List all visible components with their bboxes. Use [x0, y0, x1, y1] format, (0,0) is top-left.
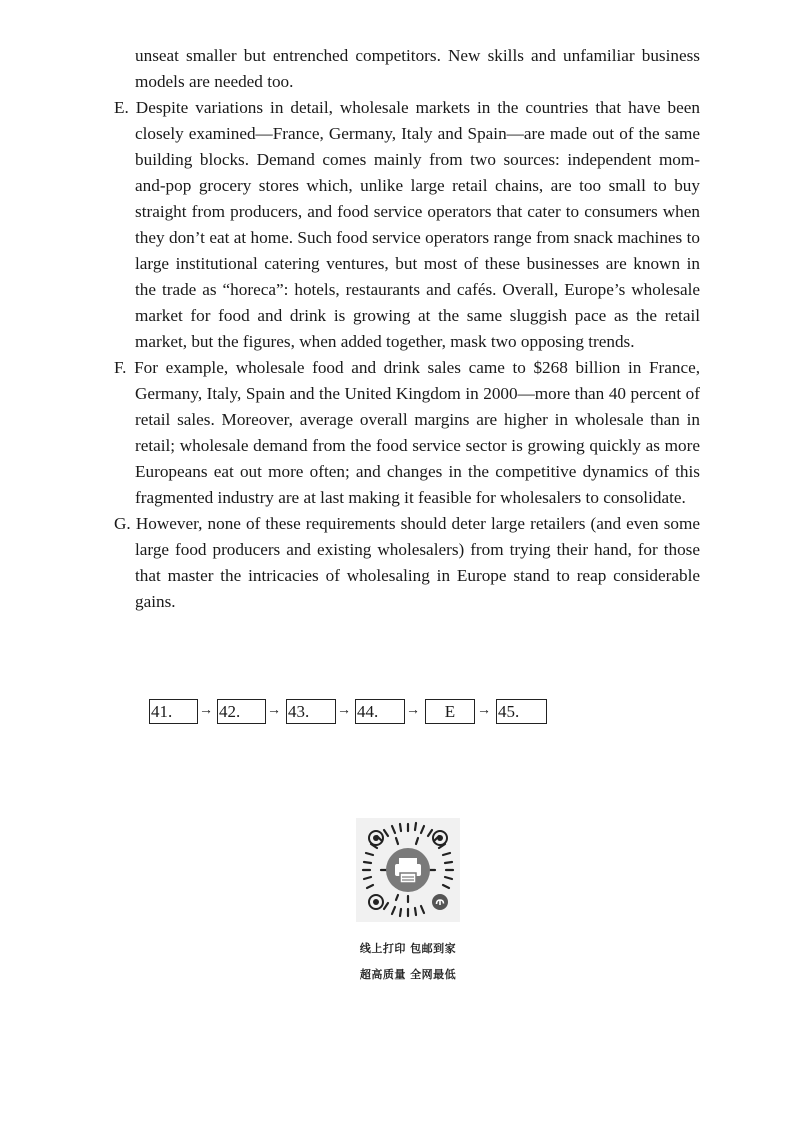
paragraph-letter: G.	[114, 514, 131, 533]
answer-box-given: E	[425, 699, 475, 724]
promo-line-2: 超高质量 全网最低	[359, 968, 457, 981]
paragraph-e	[114, 95, 700, 355]
mini-program-qr-code[interactable]	[356, 818, 460, 922]
arrow-icon: →	[406, 703, 420, 718]
answer-sequence	[149, 699, 569, 724]
answer-box-41[interactable]: 41.	[149, 699, 198, 724]
paragraph-letter: F.	[114, 358, 127, 377]
answer-box-45[interactable]: 45.	[496, 699, 547, 724]
paragraph-text: For example, wholesale food and drink sales came to $268 billion in France, Germany, Italy, Spain and the United Kingdom in 2000—more than 40 percent of retail sales. Moreover, average overall margins are higher in wholesale than in retail; wholesale demand from the food service sector is growing quickly as more Europeans eat out more often; and changes in the competitive dynamics of this fragmented industry are at last making it feasible for wholesalers to consolidate.	[134, 358, 701, 507]
arrow-icon: →	[477, 703, 491, 718]
paragraph-f	[114, 355, 700, 511]
arrow-icon: →	[199, 703, 213, 718]
answer-box-43[interactable]: 43.	[286, 699, 336, 724]
paragraph-g	[114, 511, 700, 615]
paragraph-text: However, none of these requirements should deter large retailers (and even some large food producers and existing wholesalers) from trying their hand, for those that master the intricacies of wholesaling in Europe stand to reap considerable gains.	[135, 514, 700, 611]
continuation-paragraph: unseat smaller but entrenched competitors. New skills and unfamiliar business models are needed too.	[135, 46, 700, 91]
answer-box-44[interactable]: 44.	[355, 699, 405, 724]
document-body	[114, 43, 700, 615]
paragraph-text: Despite variations in detail, wholesale markets in the countries that have been closely examined—France, Germany, Italy and Spain—are made out of the same building blocks. Demand comes mainly from two sources: independent mom-and-pop grocery stores which, unlike large retail chains, are too small to buy straight from producers, and food service operators that cater to consumers when they don’t eat at home. Such food service operators range from snack machines to large institutional catering ventures, but most of these businesses are known in the trade as “horeca”: hotels, restaurants and cafés. Overall, Europe’s wholesale market for food and drink is growing at the same sluggish pace as the retail market, but the figures, when added together, mask two opposing trends.	[135, 98, 700, 351]
answer-box-42[interactable]: 42.	[217, 699, 266, 724]
arrow-icon: →	[267, 703, 281, 718]
paragraph-letter: E.	[114, 98, 129, 117]
arrow-icon: →	[337, 703, 351, 718]
promo-line-1: 线上打印 包邮到家	[359, 942, 457, 955]
